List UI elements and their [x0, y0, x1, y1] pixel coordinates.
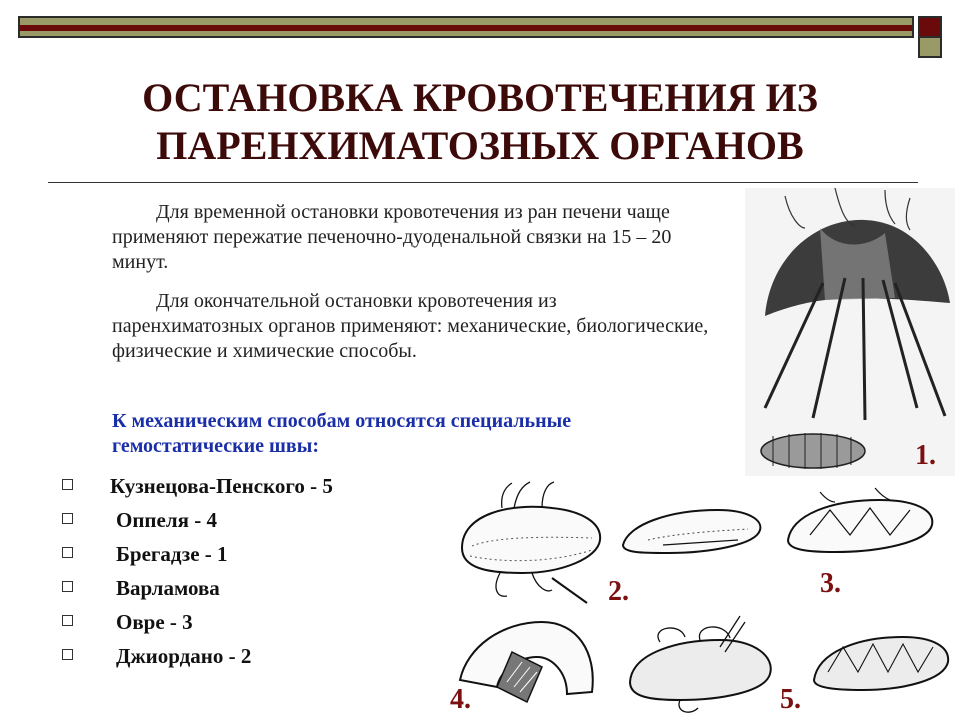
square-bullet-icon [62, 547, 73, 558]
illustration-oppel-suture [452, 612, 602, 712]
corner-block-bottom [918, 38, 942, 58]
illustration-giordano-suture [452, 478, 610, 608]
figure-label-1: 1. [915, 440, 936, 471]
square-bullet-icon [62, 649, 73, 660]
square-bullet-icon [62, 513, 73, 524]
list-item-label: Варламова [116, 576, 220, 600]
illustration-ovre-suture [780, 480, 945, 570]
list-item-label: Брегадзе - 1 [116, 542, 228, 566]
paragraph-mechanical-methods: К механическим способам относятся специальные гемостатические швы: [112, 410, 572, 457]
figure-label-2: 2. [608, 576, 629, 607]
illustration-liver-suture-b [620, 612, 780, 720]
figure-label-3: 3. [820, 568, 841, 599]
paragraph-temporary-stop: Для временной остановки кровотечения из ран печени чаще применяют пережатие печеночно-дуоденальной связки на 15 – 20 минут. [112, 201, 672, 273]
list-item-label: Кузнецова-Пенского - 5 [110, 474, 333, 498]
illustration-kuznetsov-pensky-suture [808, 622, 953, 702]
title-divider [48, 182, 918, 183]
paragraph-final-stop: Для окончательной остановки кровотечения из паренхиматозных органов применяют: механические, биологические, физические и химические способы. [112, 290, 709, 362]
illustration-liver-suture-a [618, 495, 766, 565]
title-line-1: ОСТАНОВКА КРОВОТЕЧЕНИЯ ИЗ [142, 75, 818, 120]
title-line-2: ПАРЕНХИМАТОЗНЫХ ОРГАНОВ [156, 123, 804, 168]
figure-label-5: 5. [780, 684, 801, 715]
illustration-bregadze-suture [745, 188, 955, 476]
header-stripe [20, 25, 912, 31]
list-item-label: Джиордано - 2 [116, 644, 252, 668]
page-title [40, 74, 920, 170]
square-bullet-icon [62, 581, 73, 592]
header-bar [18, 16, 914, 38]
corner-block-top [918, 16, 942, 38]
list-item-label: Оппеля - 4 [116, 508, 217, 532]
square-bullet-icon [62, 479, 73, 490]
figure-label-4: 4. [450, 684, 471, 715]
list-item-label: Овре - 3 [116, 610, 193, 634]
square-bullet-icon [62, 615, 73, 626]
